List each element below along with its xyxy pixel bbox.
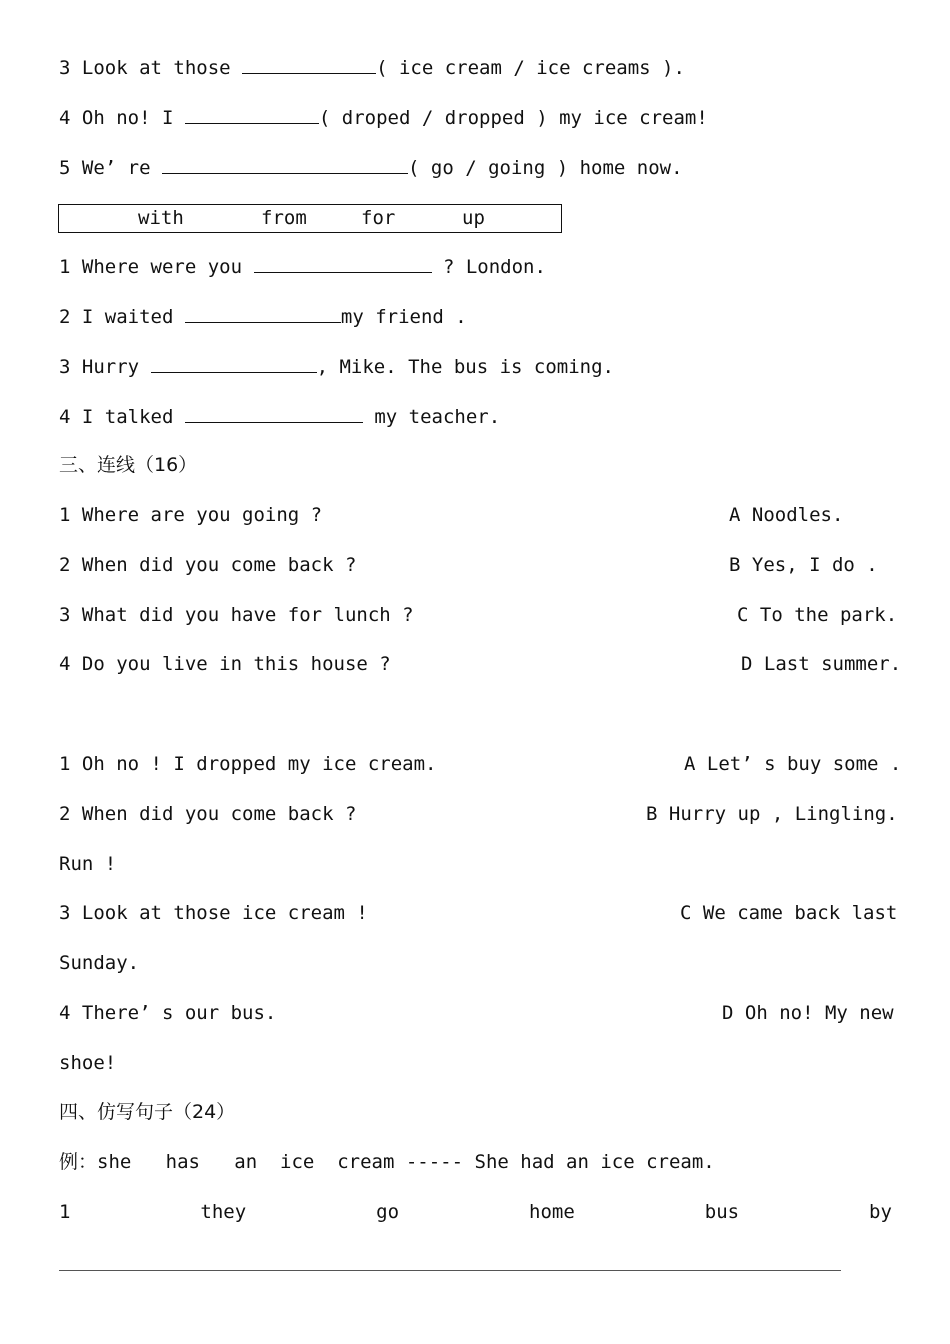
question-row: 5 We’ re ( go / going ) home now. <box>59 154 683 181</box>
question-row: 2 I waited my friend . <box>59 303 467 330</box>
section-title: 三、连线（16） <box>59 454 198 476</box>
match-right-item: A Let’ s buy some . <box>684 753 902 775</box>
prompt-word: bus <box>704 1201 740 1223</box>
match-right-item: B Yes, I do . <box>729 554 878 576</box>
prompt-word: they <box>200 1201 247 1223</box>
example-text: she has an ice cream ----- She had an ice cream. <box>97 1151 715 1173</box>
word-bank-item: for <box>361 207 396 229</box>
question-row: 1 Where were you ? London. <box>59 253 546 280</box>
section-title: 四、仿写句子（24） <box>59 1101 236 1123</box>
match-right-item: C We came back last <box>680 902 898 924</box>
answer-blank[interactable] <box>162 154 408 174</box>
prompt-word: go <box>376 1201 400 1223</box>
match-left-item: 2 When did you come back ? <box>59 803 357 825</box>
match-right-item: A Noodles. <box>729 504 844 526</box>
match-left-item: 4 Do you live in this house ? <box>59 653 391 675</box>
match-left-item: 3 Look at those ice cream ! <box>59 902 368 924</box>
match-right-continuation: Run ! <box>59 853 117 875</box>
answer-writing-line[interactable] <box>59 1270 841 1271</box>
match-right-item: D Last summer. <box>741 653 902 675</box>
question-row: 3 Look at those ( ice cream / ice creams ). <box>59 54 685 81</box>
match-left-item: 1 Where are you going ? <box>59 504 323 526</box>
word-bank-item: from <box>261 207 307 229</box>
match-right-item: B Hurry up , Lingling. <box>646 803 898 825</box>
match-right-continuation: shoe! <box>59 1052 117 1074</box>
answer-blank[interactable] <box>185 303 341 323</box>
answer-blank[interactable] <box>151 353 317 373</box>
word-bank-item: up <box>462 207 485 229</box>
example-label: 例： <box>59 1151 98 1173</box>
answer-blank[interactable] <box>185 104 319 124</box>
word-bank-box <box>58 204 562 233</box>
question-number: 1 <box>59 1201 71 1223</box>
match-right-continuation: Sunday. <box>59 952 140 974</box>
prompt-word: home <box>529 1201 575 1223</box>
prompt-word: by <box>869 1201 892 1223</box>
word-bank-item: with <box>138 207 184 229</box>
question-row: 4 Oh no! I ( droped / dropped ) my ice cream! <box>59 104 708 131</box>
rewrite-question-1 <box>59 1199 892 1225</box>
question-row: 3 Hurry , Mike. The bus is coming. <box>59 353 614 380</box>
match-right-item: D Oh no! My new <box>722 1002 894 1024</box>
answer-blank[interactable] <box>185 403 363 423</box>
match-left-item: 2 When did you come back ? <box>59 554 357 576</box>
match-left-item: 3 What did you have for lunch ? <box>59 604 414 626</box>
match-left-item: 1 Oh no ! I dropped my ice cream. <box>59 753 437 775</box>
answer-blank[interactable] <box>242 54 376 74</box>
match-right-item: C To the park. <box>737 604 898 626</box>
example-sentence <box>59 1149 715 1175</box>
question-row: 4 I talked my teacher. <box>59 403 500 430</box>
match-left-item: 4 There’ s our bus. <box>59 1002 277 1024</box>
answer-blank[interactable] <box>254 253 432 273</box>
